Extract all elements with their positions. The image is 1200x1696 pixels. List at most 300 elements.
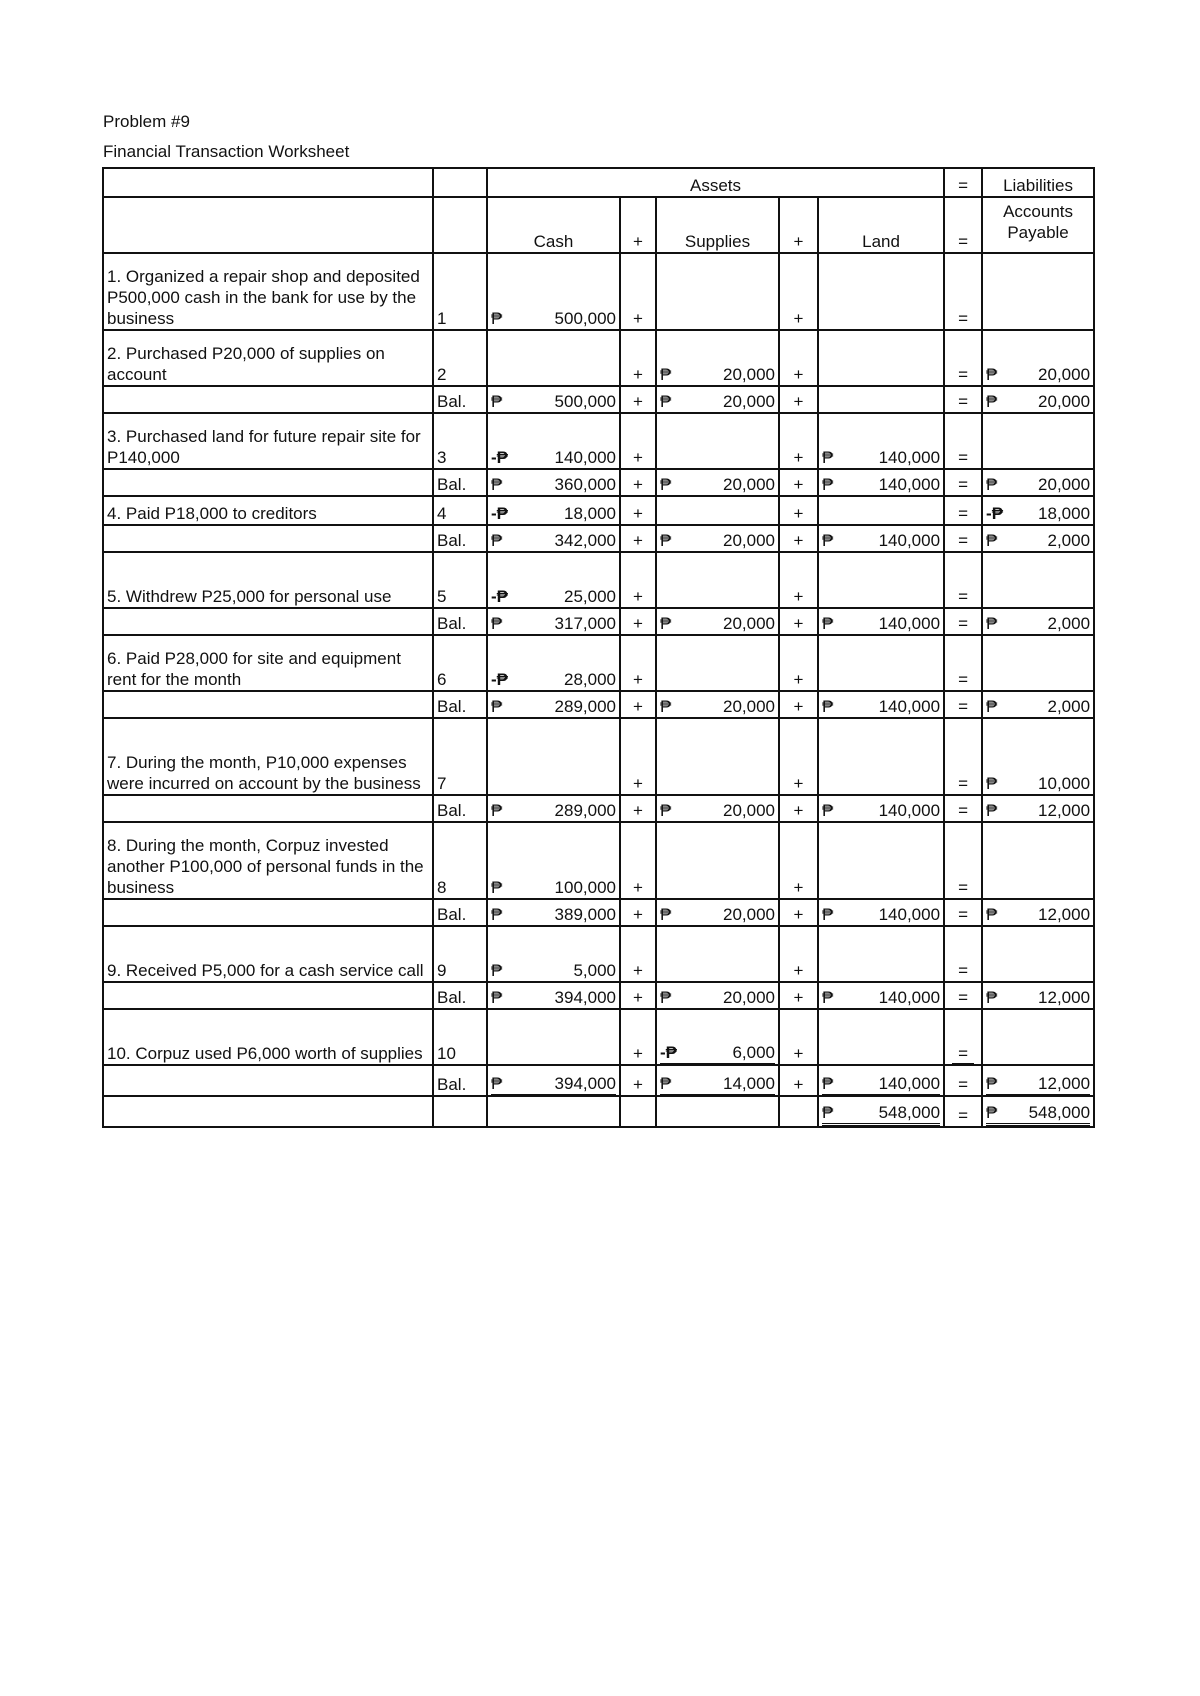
balance-row (103, 386, 1094, 413)
accounts-payable-balance-wrap (986, 696, 1090, 717)
plus-sign: + (620, 718, 656, 795)
transaction-description: 1. Organized a repair shop and deposited P500,000 cash in the bank for use by the business (103, 253, 433, 330)
cash-balance (487, 386, 620, 413)
accounts-payable-balance-value: 2,000 (1047, 614, 1091, 633)
balance-blank (103, 982, 433, 1009)
accounts-payable-balance-value: 12,000 (1038, 801, 1091, 820)
supplies-balance-value: 20,000 (723, 697, 775, 716)
land-balance (818, 982, 944, 1009)
balance-label: Bal. (433, 525, 487, 552)
land-amount (818, 253, 944, 330)
accounts-payable-amount (982, 926, 1094, 982)
total-assets (818, 1096, 944, 1127)
transaction-description: 7. During the month, P10,000 expenses were incurred on account by the business (103, 718, 433, 795)
land-amount (818, 718, 944, 795)
cash-amount-value: 500,000 (554, 309, 616, 328)
accounts-payable-amount (982, 1009, 1094, 1065)
peso-sign: ₱ (822, 1074, 834, 1093)
equals-sign: = (944, 635, 982, 691)
supplies-balance (656, 691, 779, 718)
page-title: Problem #9 (103, 112, 190, 131)
plus-sign: + (620, 1065, 656, 1096)
supplies-balance-value: 20,000 (723, 905, 775, 924)
land-balance-wrap (822, 987, 940, 1008)
cash-amount (487, 926, 620, 982)
supplies-balance-wrap (660, 474, 775, 495)
cash-amount-wrap (491, 503, 616, 524)
totals-blank (103, 1096, 433, 1127)
accounts-payable-balance-wrap (986, 1073, 1090, 1095)
cash-amount-value: 5,000 (573, 961, 616, 980)
cash-balance-value: 289,000 (554, 801, 616, 820)
equals-header-2: = (944, 197, 982, 253)
transaction-number: 4 (433, 496, 487, 525)
plus-sign: + (779, 1065, 818, 1096)
supplies-balance-wrap (660, 613, 775, 634)
cash-amount-wrap (491, 669, 616, 690)
land-balance (818, 469, 944, 496)
land-amount-value: 140,000 (878, 448, 941, 467)
land-balance (818, 795, 944, 822)
plus-sign: + (779, 795, 818, 822)
plus-sign: + (620, 635, 656, 691)
transaction-number: 5 (433, 552, 487, 608)
land-amount (818, 822, 944, 899)
land-amount (818, 926, 944, 982)
cash-header: Cash (487, 197, 620, 253)
plus-sign: + (779, 552, 818, 608)
accounts-payable-balance-wrap (986, 613, 1090, 634)
balance-label: Bal. (433, 982, 487, 1009)
supplies-balance-wrap (660, 530, 775, 551)
accounts-payable-amount-value: 20,000 (1038, 365, 1091, 384)
land-amount (818, 413, 944, 469)
cash-balance-wrap (491, 474, 616, 495)
balance-blank (103, 469, 433, 496)
peso-sign: ₱ (491, 309, 503, 328)
equals-sign: = (944, 253, 982, 330)
land-balance (818, 608, 944, 635)
balance-label: Bal. (433, 608, 487, 635)
accounts-payable-amount-value: 18,000 (1038, 504, 1091, 523)
peso-sign: ₱ (822, 988, 834, 1007)
cash-balance (487, 608, 620, 635)
peso-sign: ₱ (822, 475, 834, 494)
peso-sign: ₱ (986, 1103, 998, 1122)
accounts-payable-balance-value: 12,000 (1038, 1074, 1091, 1093)
peso-sign: ₱ (491, 1074, 503, 1093)
cash-balance-wrap (491, 530, 616, 551)
plus-sign: + (779, 1009, 818, 1065)
cash-balance-wrap (491, 1073, 616, 1095)
transaction-row (103, 330, 1094, 386)
supplies-amount (656, 496, 779, 525)
land-amount (818, 496, 944, 525)
equals-sign: = (944, 982, 982, 1009)
accounts-payable-amount (982, 496, 1094, 525)
cash-balance-value: 394,000 (554, 1074, 616, 1093)
plus-sign: + (779, 635, 818, 691)
peso-sign: ₱ (491, 531, 503, 550)
peso-sign: ₱ (822, 1103, 834, 1122)
equals-sign: = (944, 608, 982, 635)
peso-sign: ₱ (660, 614, 672, 633)
balance-blank (103, 691, 433, 718)
cash-balance-wrap (491, 696, 616, 717)
transaction-description: 4. Paid P18,000 to creditors (103, 496, 433, 525)
plus-sign: + (620, 253, 656, 330)
balance-label: Bal. (433, 1065, 487, 1096)
peso-sign: ₱ (986, 905, 998, 924)
accounts-payable-balance-value: 20,000 (1038, 475, 1091, 494)
transaction-number: 2 (433, 330, 487, 386)
plus-sign: + (779, 899, 818, 926)
liabilities-header: Liabilities (982, 168, 1094, 197)
equals-sign: = (944, 386, 982, 413)
land-balance-wrap (822, 800, 940, 821)
accounts-payable-balance (982, 1065, 1094, 1096)
cash-amount-value: 18,000 (564, 504, 616, 523)
peso-sign: ₱ (986, 801, 998, 820)
land-amount (818, 1009, 944, 1065)
supplies-balance (656, 795, 779, 822)
header-blank-num (433, 168, 487, 197)
supplies-balance (656, 1065, 779, 1096)
peso-sign: ₱ (986, 774, 998, 793)
accounts-payable-amount (982, 718, 1094, 795)
peso-sign: ₱ (986, 614, 998, 633)
plus-sign: + (620, 608, 656, 635)
supplies-amount (656, 552, 779, 608)
supplies-balance-wrap (660, 800, 775, 821)
supplies-balance-wrap (660, 1073, 775, 1095)
supplies-amount (656, 822, 779, 899)
plus-sign: + (620, 413, 656, 469)
cash-amount (487, 718, 620, 795)
total-liabilities-value: 548,000 (1028, 1103, 1091, 1122)
land-balance-value: 140,000 (878, 697, 941, 716)
plus-sign: + (620, 982, 656, 1009)
supplies-amount-value: 20,000 (723, 365, 775, 384)
land-balance-value: 140,000 (878, 801, 941, 820)
supplies-balance-value: 20,000 (723, 531, 775, 550)
cash-balance (487, 795, 620, 822)
supplies-amount (656, 1009, 779, 1065)
equals-sign: = (944, 899, 982, 926)
peso-sign: -₱ (491, 448, 508, 467)
header-blank-num-2 (433, 197, 487, 253)
transaction-number: 9 (433, 926, 487, 982)
cash-balance (487, 469, 620, 496)
balance-row (103, 1065, 1094, 1096)
plus-sign: + (779, 330, 818, 386)
accounts-payable-balance-wrap (986, 987, 1090, 1008)
plus-sign: + (620, 822, 656, 899)
cash-amount (487, 253, 620, 330)
equals-sign: = (944, 691, 982, 718)
transaction-description: 8. During the month, Corpuz invested another P100,000 of personal funds in the business (103, 822, 433, 899)
land-balance-wrap (822, 530, 940, 551)
accounts-payable-balance-value: 20,000 (1038, 392, 1091, 411)
peso-sign: ₱ (660, 365, 672, 384)
cash-balance-wrap (491, 904, 616, 925)
assets-header: Assets (487, 168, 944, 197)
plus-sign: + (620, 386, 656, 413)
transaction-number: 7 (433, 718, 487, 795)
totals-row (103, 1096, 1094, 1127)
supplies-balance-value: 20,000 (723, 475, 775, 494)
cash-amount-wrap (491, 877, 616, 898)
transaction-row (103, 1009, 1094, 1065)
peso-sign: ₱ (822, 531, 834, 550)
accounts-payable-balance (982, 691, 1094, 718)
supplies-amount (656, 926, 779, 982)
accounts-payable-amount (982, 330, 1094, 386)
transaction-number: 1 (433, 253, 487, 330)
cash-amount (487, 635, 620, 691)
cash-balance (487, 899, 620, 926)
cash-amount (487, 413, 620, 469)
cash-balance (487, 691, 620, 718)
balance-blank (103, 899, 433, 926)
land-balance (818, 386, 944, 413)
equals-header: = (944, 168, 982, 197)
cash-amount (487, 330, 620, 386)
balance-blank (103, 525, 433, 552)
equals-sign: = (944, 795, 982, 822)
peso-sign: ₱ (986, 1074, 998, 1093)
cash-balance-value: 360,000 (554, 475, 616, 494)
cash-amount (487, 822, 620, 899)
land-balance-value: 140,000 (878, 614, 941, 633)
accounts-payable-balance-wrap (986, 530, 1090, 551)
plus-sign: + (620, 330, 656, 386)
accounts-payable-header: Accounts Payable (982, 197, 1094, 253)
accounts-payable-balance-value: 2,000 (1047, 697, 1091, 716)
accounts-payable-balance-wrap (986, 904, 1090, 925)
balance-row (103, 899, 1094, 926)
balance-label: Bal. (433, 469, 487, 496)
peso-sign: ₱ (660, 988, 672, 1007)
cash-amount-wrap (491, 960, 616, 981)
cash-amount-wrap (491, 447, 616, 468)
equals-sign: = (944, 1096, 982, 1127)
equals-sign: = (944, 552, 982, 608)
peso-sign: -₱ (986, 504, 1004, 523)
plus-sign: + (779, 525, 818, 552)
equals-sign: = (944, 413, 982, 469)
peso-sign: ₱ (986, 531, 998, 550)
cash-balance (487, 525, 620, 552)
supplies-balance (656, 386, 779, 413)
plus-sign: + (620, 691, 656, 718)
supplies-balance (656, 608, 779, 635)
balance-label: Bal. (433, 386, 487, 413)
supplies-amount-wrap (660, 1042, 775, 1064)
balance-row (103, 608, 1094, 635)
transaction-row (103, 552, 1094, 608)
peso-sign: ₱ (491, 961, 503, 980)
transaction-number: 10 (433, 1009, 487, 1065)
peso-sign: -₱ (491, 504, 508, 523)
accounts-payable-balance (982, 469, 1094, 496)
transaction-row (103, 496, 1094, 525)
transaction-description: 3. Purchased land for future repair site for P140,000 (103, 413, 433, 469)
supplies-amount-wrap (660, 364, 775, 385)
plus-sign: + (779, 253, 818, 330)
accounts-payable-amount-value: 10,000 (1038, 774, 1091, 793)
transaction-description: 6. Paid P28,000 for site and equipment rent for the month (103, 635, 433, 691)
supplies-amount (656, 330, 779, 386)
supplies-balance-value: 20,000 (723, 988, 775, 1007)
balance-row (103, 469, 1094, 496)
header-row-top (103, 168, 1094, 197)
peso-sign: ₱ (986, 475, 998, 494)
transaction-description: 5. Withdrew P25,000 for personal use (103, 552, 433, 608)
peso-sign: ₱ (822, 801, 834, 820)
peso-sign: ₱ (822, 448, 834, 467)
cash-amount-wrap (491, 308, 616, 329)
cash-balance-wrap (491, 987, 616, 1008)
accounts-payable-balance-value: 2,000 (1047, 531, 1091, 550)
accounts-payable-balance (982, 982, 1094, 1009)
header-blank-desc-2 (103, 197, 433, 253)
balance-blank (103, 386, 433, 413)
transaction-description: 9. Received P5,000 for a cash service call (103, 926, 433, 982)
transaction-number: 8 (433, 822, 487, 899)
peso-sign: ₱ (491, 988, 503, 1007)
plus-sign: + (620, 1009, 656, 1065)
balance-blank (103, 795, 433, 822)
peso-sign: ₱ (822, 905, 834, 924)
equals-sign: = (944, 330, 982, 386)
balance-blank (103, 1065, 433, 1096)
balance-row (103, 982, 1094, 1009)
peso-sign: -₱ (491, 587, 508, 606)
worksheet-subtitle: Financial Transaction Worksheet (103, 142, 350, 161)
transaction-number: 6 (433, 635, 487, 691)
plus-sign: + (779, 469, 818, 496)
peso-sign: ₱ (660, 697, 672, 716)
cash-balance-value: 389,000 (554, 905, 616, 924)
total-liabilities-wrap (986, 1102, 1090, 1126)
plus-sign: + (779, 691, 818, 718)
transaction-number: 3 (433, 413, 487, 469)
land-amount (818, 330, 944, 386)
supplies-balance-wrap (660, 391, 775, 412)
land-balance-wrap (822, 1073, 940, 1095)
land-amount-wrap (822, 447, 940, 468)
peso-sign: ₱ (660, 905, 672, 924)
land-balance (818, 691, 944, 718)
totals-blank (433, 1096, 487, 1127)
plus-sign: + (779, 926, 818, 982)
peso-sign: ₱ (986, 697, 998, 716)
header-row-columns (103, 197, 1094, 253)
peso-sign: -₱ (660, 1043, 677, 1062)
plus-sign: + (779, 718, 818, 795)
accounts-payable-amount (982, 253, 1094, 330)
plus-sign: + (779, 608, 818, 635)
equals-sign: = (944, 926, 982, 982)
peso-sign: ₱ (822, 697, 834, 716)
accounts-payable-balance-value: 12,000 (1038, 988, 1091, 1007)
accounts-payable-balance-wrap (986, 474, 1090, 495)
transaction-row (103, 926, 1094, 982)
cash-amount-value: 28,000 (564, 670, 616, 689)
total-assets-value: 548,000 (878, 1103, 941, 1122)
accounts-payable-balance (982, 386, 1094, 413)
land-balance-wrap (822, 613, 940, 634)
peso-sign: -₱ (491, 670, 508, 689)
peso-sign: ₱ (986, 392, 998, 411)
cash-balance-wrap (491, 800, 616, 821)
plus-header-1: + (620, 197, 656, 253)
land-amount (818, 552, 944, 608)
cash-balance-wrap (491, 613, 616, 634)
equals-sign-underlined: = (952, 1044, 974, 1064)
plus-sign: + (620, 926, 656, 982)
supplies-amount-value: 6,000 (732, 1043, 775, 1062)
peso-sign: ₱ (660, 1074, 672, 1093)
peso-sign: ₱ (660, 392, 672, 411)
land-balance (818, 1065, 944, 1096)
plus-sign: + (620, 552, 656, 608)
cash-balance-value: 317,000 (554, 614, 616, 633)
accounts-payable-balance-wrap (986, 800, 1090, 821)
transaction-row (103, 718, 1094, 795)
plus-sign: + (620, 795, 656, 822)
equals-sign: = (944, 525, 982, 552)
transaction-row (103, 822, 1094, 899)
plus-sign: + (620, 469, 656, 496)
land-balance-value: 140,000 (878, 905, 941, 924)
peso-sign: ₱ (491, 614, 503, 633)
peso-sign: ₱ (491, 905, 503, 924)
total-assets-wrap (822, 1102, 940, 1126)
cash-balance (487, 1065, 620, 1096)
land-balance (818, 899, 944, 926)
balance-blank (103, 608, 433, 635)
plus-sign: + (779, 386, 818, 413)
equals-sign: = (944, 469, 982, 496)
supplies-balance (656, 899, 779, 926)
totals-blank (779, 1096, 818, 1127)
accounts-payable-balance-value: 12,000 (1038, 905, 1091, 924)
cash-amount (487, 552, 620, 608)
accounts-payable-balance (982, 795, 1094, 822)
equals-sign: = (944, 718, 982, 795)
balance-row (103, 795, 1094, 822)
cash-amount-wrap (491, 586, 616, 607)
land-balance-value: 140,000 (878, 475, 941, 494)
supplies-balance-value: 20,000 (723, 392, 775, 411)
header-blank-desc (103, 168, 433, 197)
peso-sign: ₱ (491, 878, 503, 897)
accounts-payable-amount (982, 635, 1094, 691)
cash-balance-value: 289,000 (554, 697, 616, 716)
supplies-balance (656, 525, 779, 552)
cash-amount (487, 496, 620, 525)
peso-sign: ₱ (986, 365, 998, 384)
land-balance-value: 140,000 (878, 988, 941, 1007)
cash-balance-value: 500,000 (554, 392, 616, 411)
supplies-balance-wrap (660, 987, 775, 1008)
supplies-header: Supplies (656, 197, 779, 253)
totals-blank (487, 1096, 620, 1127)
cash-balance-wrap (491, 391, 616, 412)
land-amount (818, 635, 944, 691)
